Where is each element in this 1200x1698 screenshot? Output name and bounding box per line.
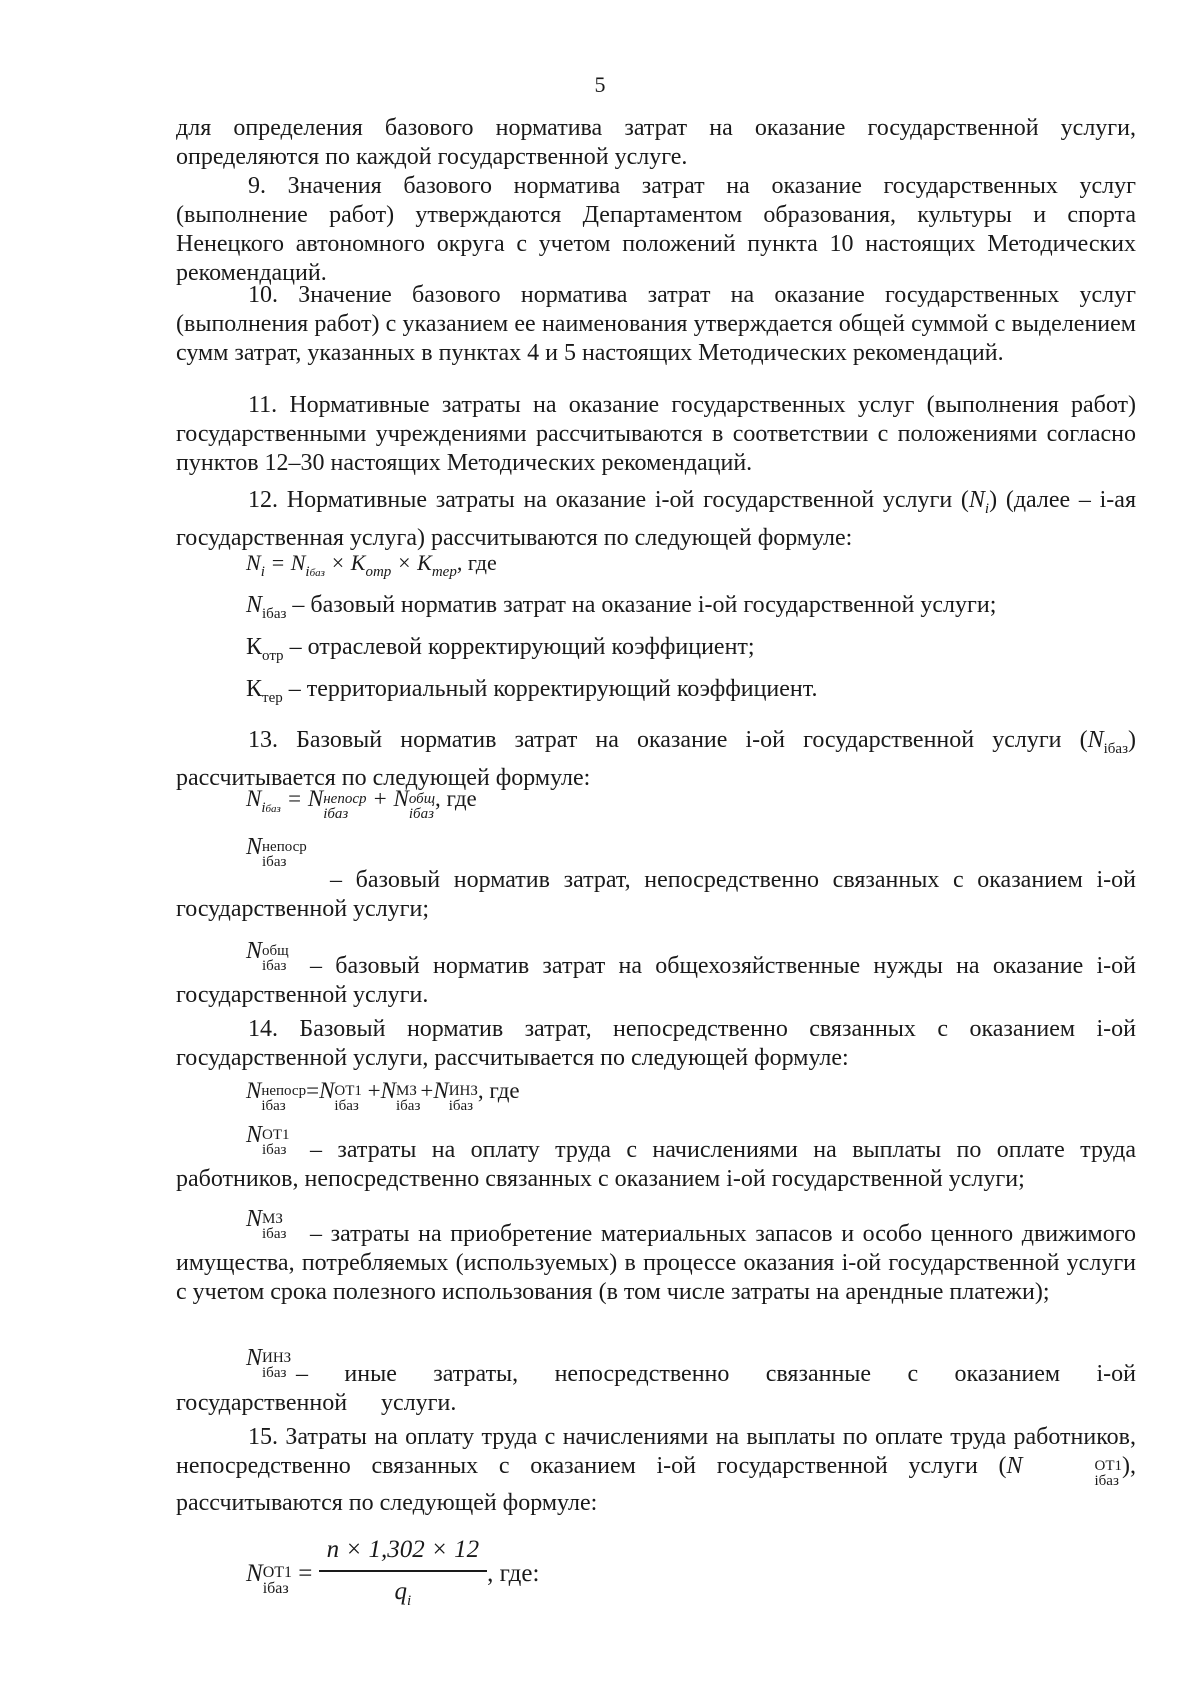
definition-n-mz-symbol: N МЗ iбаз	[246, 1206, 287, 1242]
symbol-n-i: $N_i$	[968, 487, 990, 517]
definition-n-inz-symbol: N ИНЗ iбаз	[246, 1345, 292, 1381]
definition-n-ot1: – затраты на оплату труда с начислениями на выплаты по оплате труда работников, непосредственно связанных с оказанием i-ой государственной услуги;	[176, 1137, 1136, 1192]
paragraph-12-text-b: ) (далее – i-ая государственная услуга) рассчитываются по следующей формуле:	[176, 487, 1136, 551]
paragraph-12	[176, 486, 1136, 553]
definition-n-ibaz: $N_{iбаз}$ – базовый норматив затрат на оказание i-ой государственной услуги;	[246, 592, 997, 622]
formula-12: $N_i = N_{iбаз} \times K_{отр} \times K_{тер}$, где	[246, 550, 497, 580]
paragraph-9: 9. Значения базового норматива затрат на оказание государственных услуг (выполнение работ) утверждаются Департаментом образования, культуры и спорта Ненецкого автономного округа с учетом положений пункта 10 настоящих Методических рекомендаций.	[176, 173, 1136, 286]
formula-15: N ОТ1 iбаз = $\frac{n \times 1,302 \times 12}{q_i}$ , где:	[246, 1532, 539, 1619]
definition-n-obsh: – базовый норматив затрат на общехозяйственные нужды на оказание i-ой государственной услуги.	[176, 953, 1136, 1008]
page-number: 5	[594, 72, 606, 97]
paragraph-11: 11. Нормативные затраты на оказание государственных услуг (выполнения работ) государственными учреждениями рассчитываются в соответствии с положениями согласно пунктов 12–30 настоящих Методических рекомендаций.	[176, 392, 1136, 476]
paragraph-13: 13. Базовый норматив затрат на оказание i-ой государственной услуги $(N_{iбаз})$ рассчитывается по следующей формуле:	[176, 727, 1136, 791]
definition-n-ot1-symbol: N ОТ1 iбаз	[246, 1122, 290, 1158]
formula-13: $N_{iбаз} = N$ непоср iбаз + N общ iбаз , где	[246, 786, 477, 822]
paragraph-10: 10. Значение базового норматива затрат на оказание государственных услуг (выполнения работ) с указанием ее наименования утверждается общей суммой с выделением сумм затрат, указанных в пунктах 4 и 5 настоящих Методических рекомендаций.	[176, 282, 1136, 366]
paragraph-14: 14. Базовый норматив затрат, непосредственно связанных с оказанием i-ой государственной услуги, рассчитывается по следующей формуле:	[176, 1016, 1136, 1071]
definition-k-ter: $К_{тер}$ – территориальный корректирующий коэффициент.	[246, 676, 818, 706]
definition-k-otr: $К_{отр}$ – отраслевой корректирующий коэффициент;	[246, 634, 755, 664]
definition-n-mz: – затраты на приобретение материальных запасов и особо ценного движимого имущества, потребляемых (используемых) в процессе оказания i-ой государственной услуги с учетом срока полезного использования (в том числе затраты на арендные платежи);	[176, 1221, 1136, 1305]
definition-n-neposr-symbol: N непоср iбаз	[246, 834, 307, 870]
paragraph-continuation: для определения базового норматива затрат на оказание государственной услуги, определяются по каждой государственной услуге.	[176, 115, 1136, 170]
formula-15-fraction: $\frac{n \times 1,302 \times 12}{q_i}$	[319, 1532, 488, 1619]
definition-n-obsh-symbol: N общ iбаз	[246, 938, 289, 974]
definition-n-inz: – иные затраты, непосредственно связанные с оказанием i-ой государственной услуги.	[176, 1361, 1136, 1416]
formula-14: N непоср iбаз =N ОТ1 iбаз +N МЗ iбаз +N ИНЗ iбаз , где	[246, 1078, 520, 1114]
paragraph-12-text-a: 12. Нормативные затраты на оказание i-ой государственной услуги (	[248, 487, 969, 513]
definition-n-neposr: – базовый норматив затрат, непосредственно связанных с оказанием i-ой государственной услуги;	[176, 867, 1136, 922]
paragraph-15: 15. Затраты на оплату труда с начислениями на выплаты по оплате труда работников, непосредственно связанных с оказанием i-ой государственной услуги (N ОТ1 iбаз ), рассчитываются по следующей формуле:	[176, 1424, 1136, 1516]
